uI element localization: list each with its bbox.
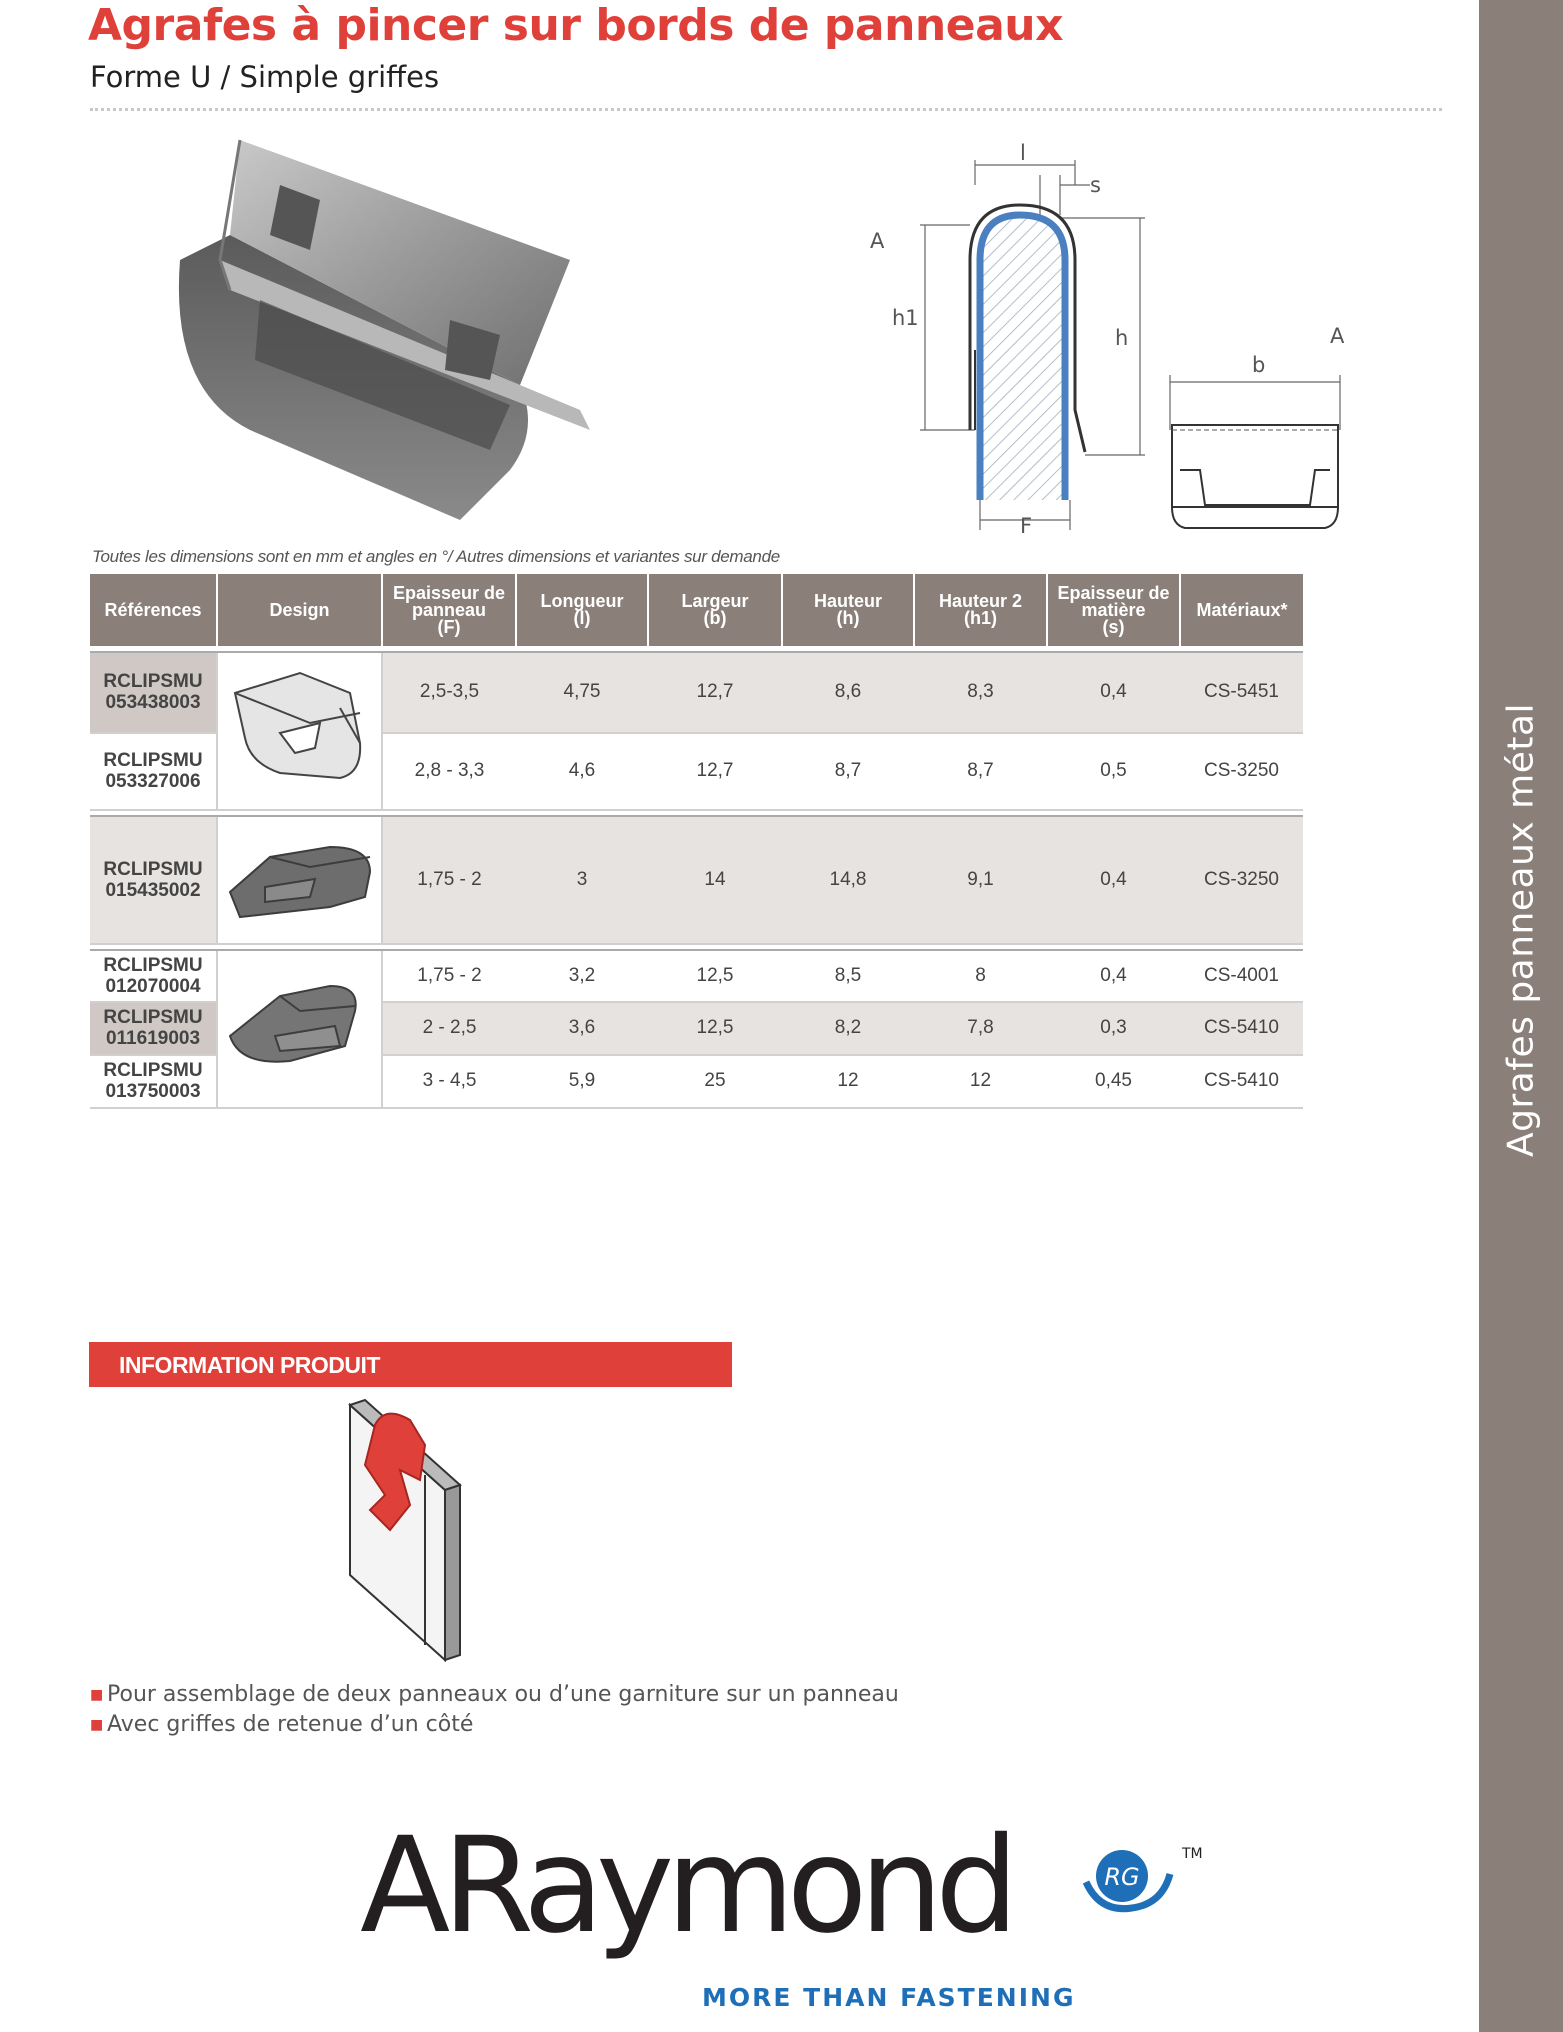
dimensions-note: Toutes les dimensions sont en mm et angles en °/ Autres dimensions et variantes sur demande: [92, 547, 780, 566]
value-cell: 12,7: [648, 733, 782, 810]
col-header-material: Matériaux*: [1180, 574, 1303, 646]
divider: [90, 108, 1442, 111]
sidebar-label: Agrafes panneaux métal: [1500, 702, 1542, 1158]
ref-cell: RCLIPSMU 015435002: [90, 816, 217, 944]
value-cell: 0,5: [1047, 733, 1180, 810]
dim-label-a-right: A: [1330, 324, 1345, 348]
value-cell: 25: [648, 1055, 782, 1108]
dim-label-f: F: [1020, 514, 1033, 538]
table-row: [90, 816, 1303, 944]
ref-cell: RCLIPSMU 011619003: [90, 1002, 217, 1055]
col-header-height2: Hauteur 2 (h1): [914, 574, 1047, 646]
feature-list: [90, 1680, 899, 1740]
value-cell: 9,1: [914, 816, 1047, 944]
design-cell: [217, 950, 382, 1108]
value-cell: 0,45: [1047, 1055, 1180, 1108]
value-cell: 3,2: [516, 950, 648, 1002]
dim-label-s: s: [1090, 173, 1101, 197]
value-cell: 12: [782, 1055, 914, 1108]
value-cell: 2 - 2,5: [382, 1002, 516, 1055]
page-subtitle: Forme U / Simple griffes: [90, 60, 440, 94]
clip-design-image: [220, 817, 380, 937]
value-cell: CS-5410: [1180, 1002, 1303, 1055]
bullet-icon: ■: [90, 1687, 104, 1703]
trademark-mark: TM: [1182, 1846, 1203, 1862]
design-cell: [217, 816, 382, 944]
brand-monogram-text: RG: [1104, 1863, 1140, 1891]
product-photo: [160, 130, 690, 520]
clip-design-image: [220, 951, 380, 1101]
ref-cell: RCLIPSMU 012070004: [90, 950, 217, 1002]
list-item: ■ Avec griffes de retenue d’un côté: [90, 1710, 899, 1740]
col-header-design: Design: [217, 574, 382, 646]
value-cell: CS-3250: [1180, 733, 1303, 810]
ref-cell: RCLIPSMU 053327006: [90, 733, 217, 810]
value-cell: 8,7: [914, 733, 1047, 810]
value-cell: 0,4: [1047, 816, 1180, 944]
value-cell: 3,6: [516, 1002, 648, 1055]
technical-drawing: [860, 130, 1380, 540]
spec-table: [90, 574, 1303, 1109]
value-cell: 1,75 - 2: [382, 816, 516, 944]
clip-design-image: [220, 653, 380, 803]
value-cell: 1,75 - 2: [382, 950, 516, 1002]
value-cell: 4,75: [516, 652, 648, 733]
value-cell: CS-4001: [1180, 950, 1303, 1002]
value-cell: 7,8: [914, 1002, 1047, 1055]
brand-logo: ARaymond: [360, 1809, 1011, 1963]
value-cell: 12,5: [648, 1002, 782, 1055]
value-cell: 0,3: [1047, 1002, 1180, 1055]
ref-cell: RCLIPSMU 013750003: [90, 1055, 217, 1108]
assembly-illustration: [340, 1395, 490, 1665]
value-cell: 3 - 4,5: [382, 1055, 516, 1108]
col-header-ref: Références: [90, 574, 217, 646]
brand-monogram-icon: [1070, 1838, 1210, 1918]
col-header-length: Longueur (l): [516, 574, 648, 646]
brand-tagline: MORE THAN FASTENING: [702, 1983, 1076, 2012]
value-cell: CS-5451: [1180, 652, 1303, 733]
ref-cell: RCLIPSMU 053438003: [90, 652, 217, 733]
value-cell: 14: [648, 816, 782, 944]
info-heading: INFORMATION PRODUIT: [89, 1342, 732, 1387]
list-item: ■ Pour assemblage de deux panneaux ou d’une garniture sur un panneau: [90, 1680, 899, 1710]
value-cell: 2,8 - 3,3: [382, 733, 516, 810]
dim-label-b: b: [1252, 353, 1266, 377]
table-header-row: [90, 574, 1303, 646]
table-row: [90, 652, 1303, 733]
value-cell: 5,9: [516, 1055, 648, 1108]
value-cell: 3: [516, 816, 648, 944]
col-header-thickness: Epaisseur de panneau (F): [382, 574, 516, 646]
value-cell: 8,6: [782, 652, 914, 733]
value-cell: 12,7: [648, 652, 782, 733]
value-cell: CS-3250: [1180, 816, 1303, 944]
value-cell: 4,6: [516, 733, 648, 810]
dim-label-h: h: [1115, 326, 1129, 350]
col-header-width: Largeur (b): [648, 574, 782, 646]
bullet-icon: ■: [90, 1717, 104, 1733]
value-cell: 12,5: [648, 950, 782, 1002]
col-header-height: Hauteur (h): [782, 574, 914, 646]
value-cell: CS-5410: [1180, 1055, 1303, 1108]
page-title: Agrafes à pincer sur bords de panneaux: [88, 0, 1063, 51]
value-cell: 8,5: [782, 950, 914, 1002]
design-cell: [217, 652, 382, 810]
col-header-material-thickness: Epaisseur de matière (s): [1047, 574, 1180, 646]
dim-label-l: l: [1020, 141, 1026, 165]
value-cell: 8,7: [782, 733, 914, 810]
value-cell: 2,5-3,5: [382, 652, 516, 733]
value-cell: 8,3: [914, 652, 1047, 733]
value-cell: 12: [914, 1055, 1047, 1108]
value-cell: 0,4: [1047, 950, 1180, 1002]
dim-label-h1: h1: [892, 306, 919, 330]
value-cell: 8: [914, 950, 1047, 1002]
value-cell: 8,2: [782, 1002, 914, 1055]
table-row: [90, 950, 1303, 1002]
value-cell: 0,4: [1047, 652, 1180, 733]
value-cell: 14,8: [782, 816, 914, 944]
dim-label-a-left: A: [870, 229, 885, 253]
